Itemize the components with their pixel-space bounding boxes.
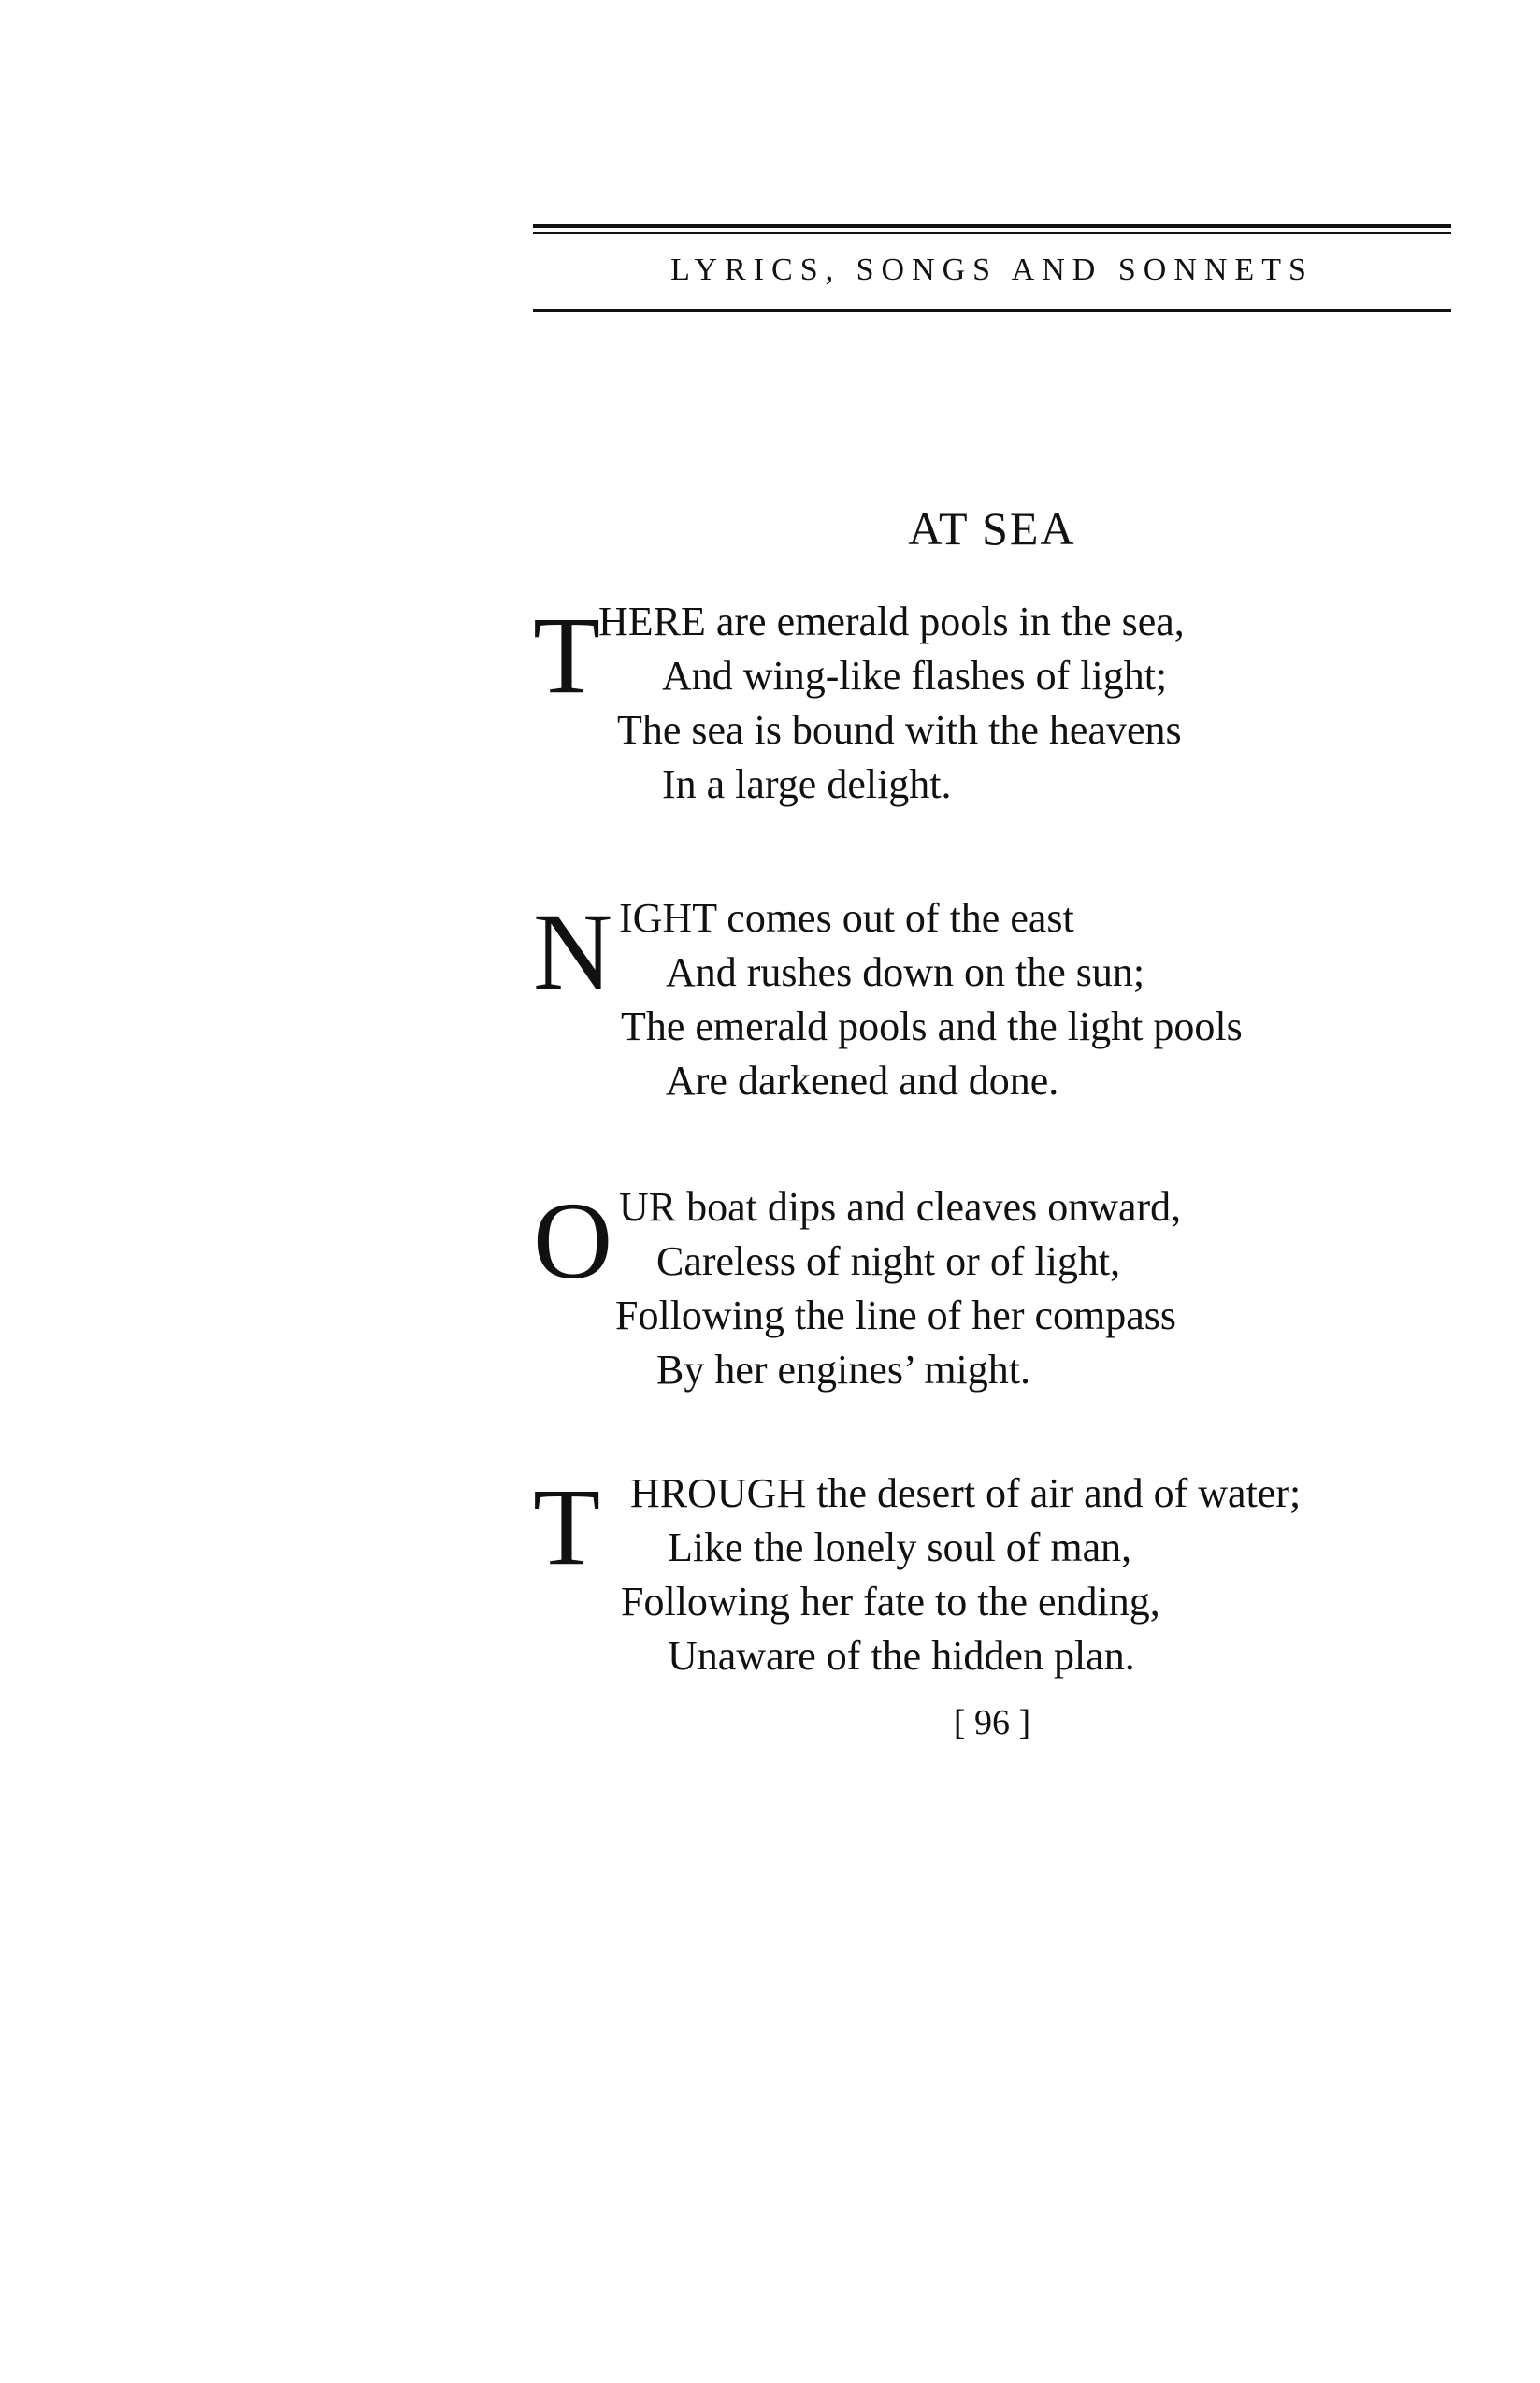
verse-line: HROUGH the desert of air and of water;	[630, 1470, 1302, 1516]
verse-line: IGHT comes out of the east	[619, 895, 1074, 941]
verse-line: And wing-like flashes of light;	[662, 653, 1168, 699]
verse-line: By her engines’ might.	[656, 1347, 1030, 1393]
verse-line: HERE are emerald pools in the sea,	[598, 599, 1185, 644]
stanza-2	[533, 891, 1468, 1116]
dropcap: T	[533, 1466, 601, 1588]
verse-line: Unaware of the hidden plan.	[668, 1633, 1135, 1679]
verse-line: The emerald pools and the light pools	[621, 1004, 1243, 1049]
running-header	[533, 224, 1451, 314]
header-bottom-rule	[533, 309, 1451, 312]
dropcap: N	[533, 890, 613, 1013]
verse-line: The sea is bound with the heavens	[617, 707, 1182, 753]
dropcap: T	[533, 594, 601, 716]
dropcap: O	[533, 1179, 613, 1302]
verse-line: Following her fate to the ending,	[621, 1579, 1160, 1625]
verse-line: Like the lonely soul of man,	[668, 1524, 1132, 1570]
verse-line: In a large delight.	[662, 761, 952, 807]
verse-line: Careless of night or of light,	[656, 1238, 1121, 1284]
verse-line: UR boat dips and cleaves onward,	[619, 1184, 1182, 1230]
stanza-3	[533, 1180, 1468, 1405]
stanza-4	[533, 1466, 1468, 1691]
verse-line: And rushes down on the sun;	[666, 949, 1145, 995]
verse-line: Following the line of her compass	[615, 1293, 1177, 1338]
stanza-1	[533, 595, 1468, 819]
verse-line: Are darkened and done.	[666, 1058, 1059, 1104]
header-double-rule	[533, 224, 1451, 234]
poem-title: AT SEA	[908, 502, 1076, 555]
running-head-title: LYRICS, SONGS AND SONNETS	[670, 253, 1314, 287]
page-number: [ 96 ]	[953, 1703, 1031, 1742]
